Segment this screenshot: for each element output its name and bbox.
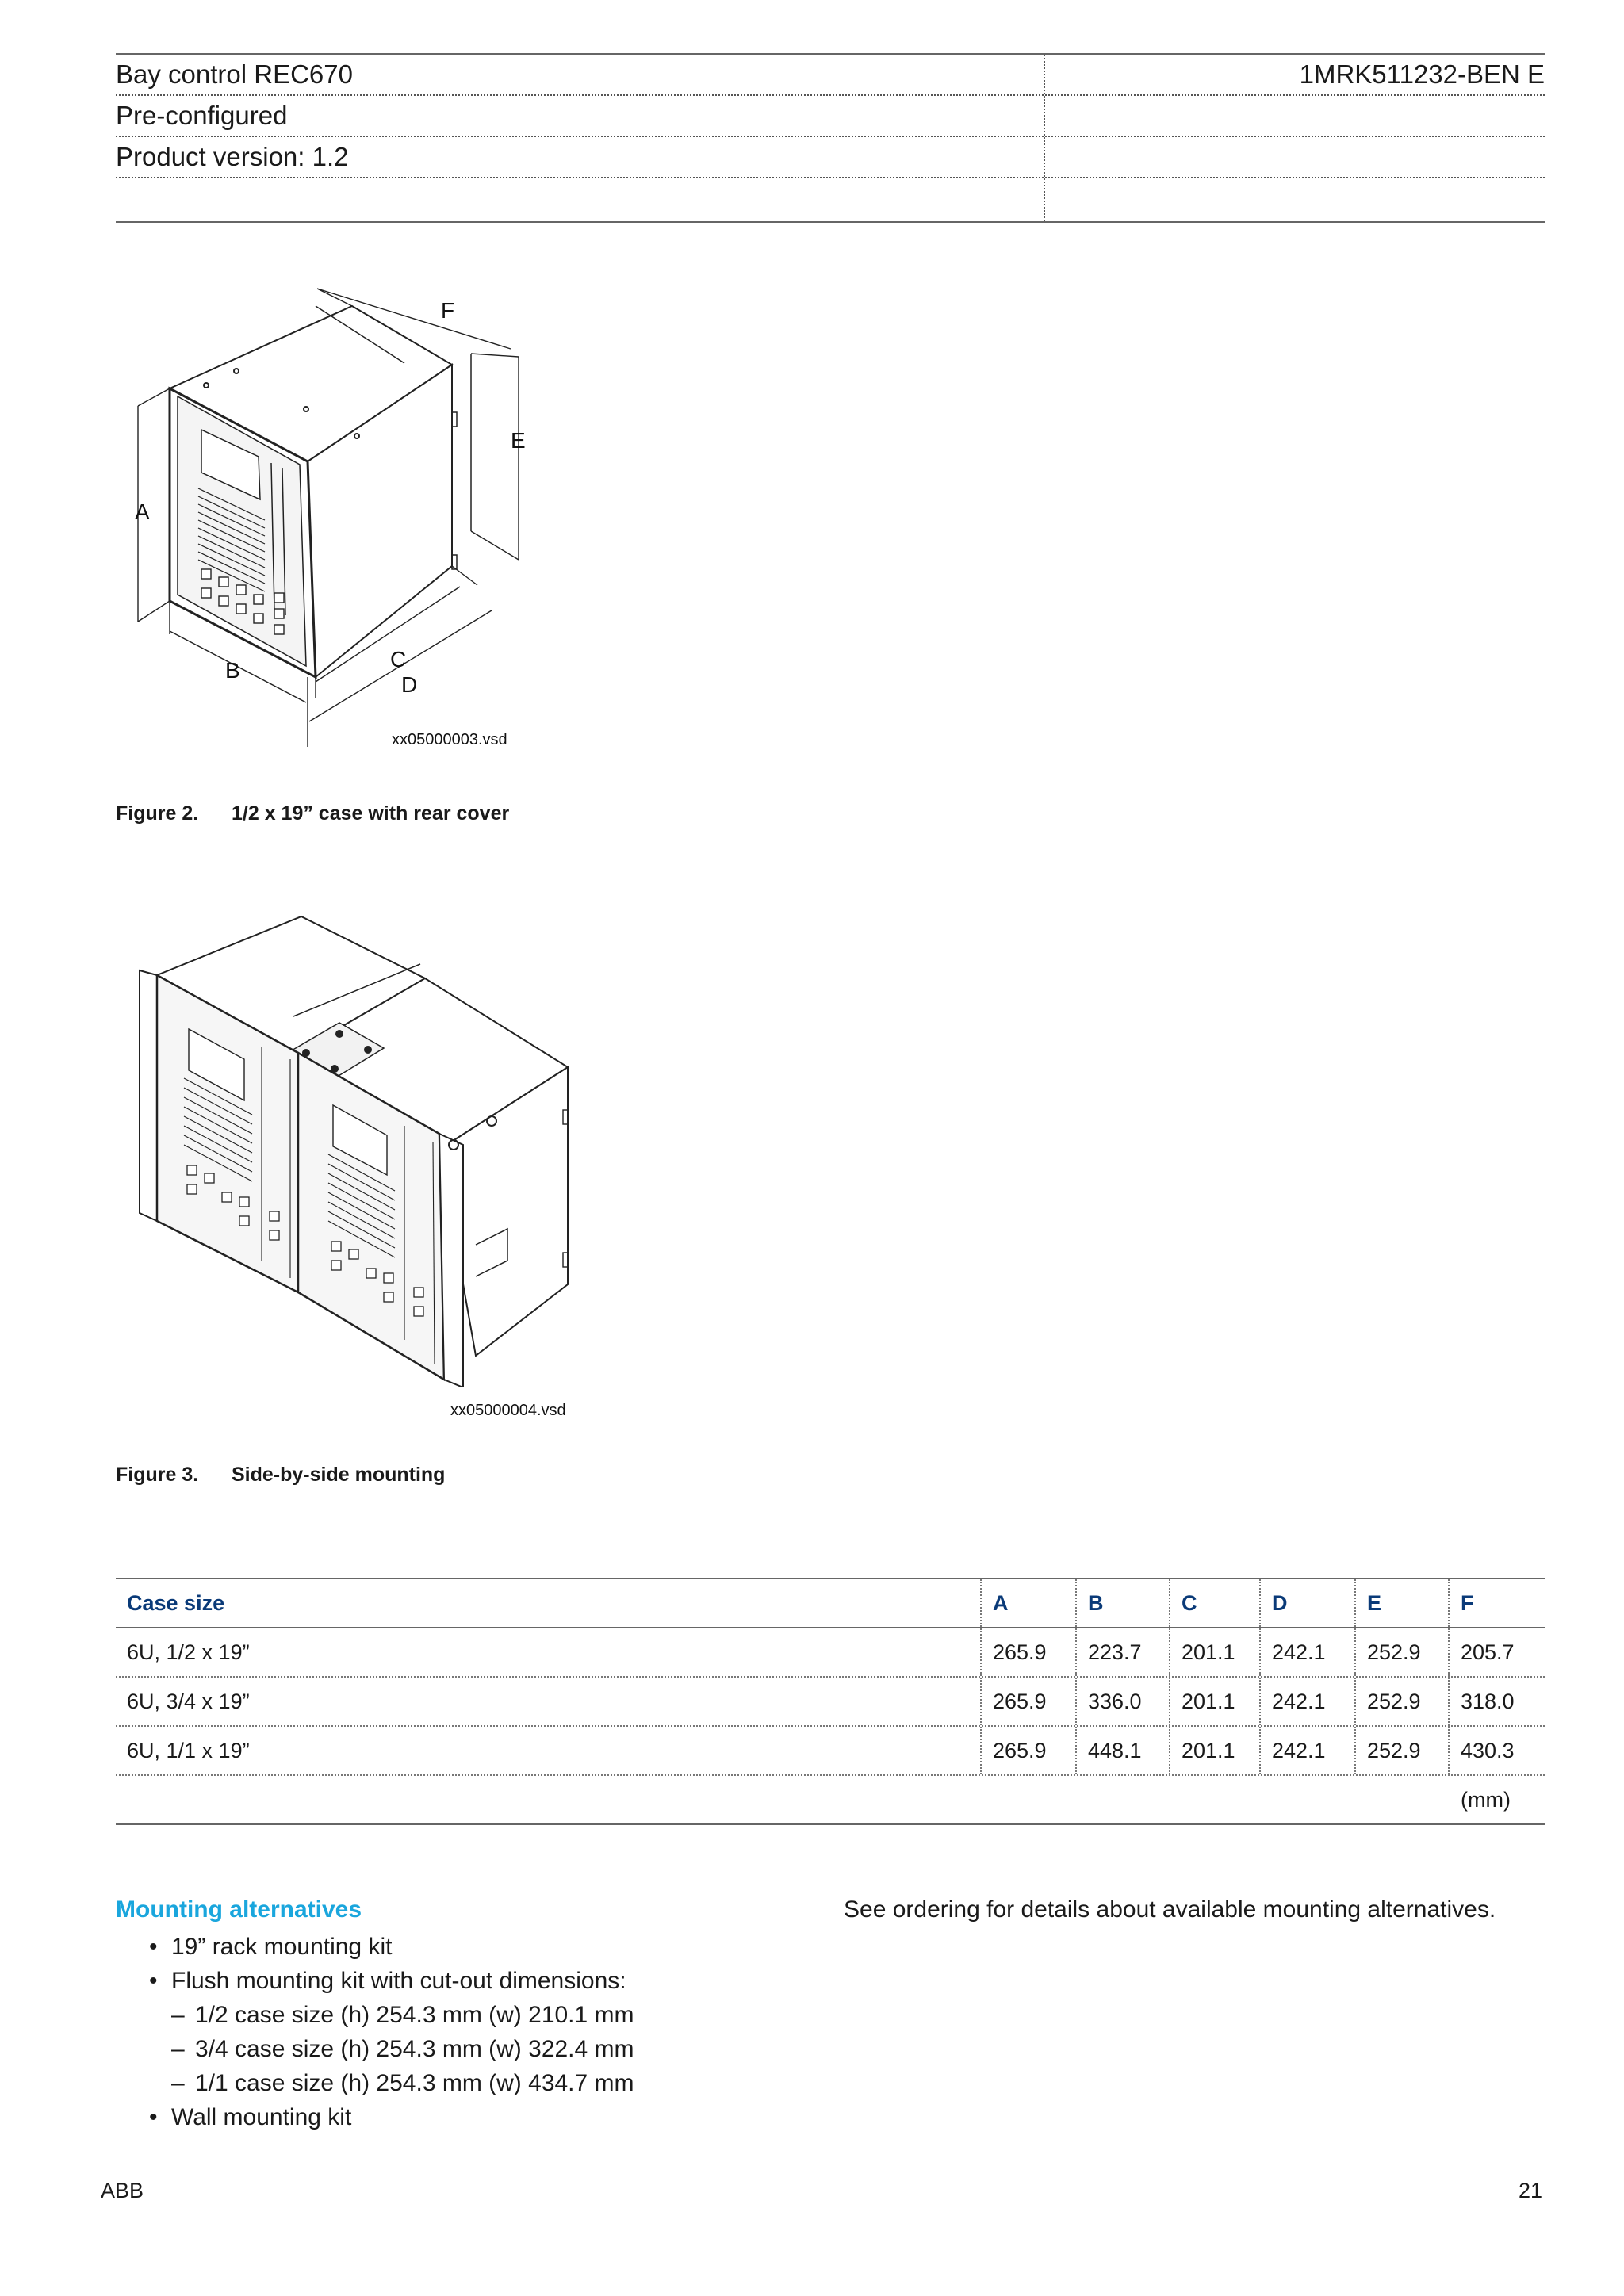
header-row [116,53,1545,94]
page-number: 21 [1518,2179,1542,2202]
figure-3-filename: xx05000004.vsd [450,1402,566,1419]
dimensions-table [116,1578,1545,1825]
figure-3-caption [116,1464,445,1487]
header-row [116,136,1545,177]
header-cell [1045,96,1545,136]
dimension-label-f: F [441,298,455,323]
case-isometric-drawing [119,277,563,753]
side-by-side-drawing [135,912,579,1387]
table-cell: 201.1 [1169,1678,1259,1725]
table-cell: 242.1 [1259,1628,1354,1676]
dash-bullet: – [171,2070,185,2096]
figure-2-drawing [119,277,563,753]
table-cell: 242.1 [1259,1727,1354,1774]
dash-bullet: – [171,2002,185,2028]
list-item [149,1964,634,1998]
dimension-label-b: B [225,658,240,683]
document-id: 1MRK511232-BEN E [1299,59,1545,89]
table-row [116,1725,1545,1774]
column-header: Case size [127,1591,225,1615]
table-cell: 252.9 [1354,1678,1448,1725]
table-cell: 6U, 1/2 x 19” [127,1640,250,1664]
footer-brand: ABB [101,2179,144,2202]
table-cell: 265.9 [980,1727,1075,1774]
list-item-text: 1/2 case size (h) 254.3 mm (w) 210.1 mm [195,2002,634,2028]
table-cell: 6U, 3/4 x 19” [127,1689,250,1713]
figure-number: Figure 3. [116,1464,199,1486]
table-cell: 252.9 [1354,1628,1448,1676]
list-item-text: 19” rack mounting kit [171,1934,393,1960]
list-item [149,2100,634,2134]
table-unit-row [116,1774,1545,1823]
mounting-list [149,1930,634,2134]
bullet: • [149,1934,158,1960]
section-body-text: See ordering for details about available mounting alternatives. [844,1896,1496,1923]
table-cell: 318.0 [1448,1678,1545,1725]
bullet: • [149,2104,158,2130]
dimension-label-e: E [511,428,526,453]
section-heading: Mounting alternatives [116,1896,362,1923]
table-cell: 265.9 [980,1678,1075,1725]
table-cell: 201.1 [1169,1727,1259,1774]
header-row [116,177,1545,223]
bullet: • [149,1968,158,1994]
dimension-label-d: D [401,672,418,697]
list-item [149,2066,634,2100]
figure-3-drawing [135,912,579,1387]
table-cell: 201.1 [1169,1628,1259,1676]
list-item [149,1998,634,2032]
figure-2-caption [116,802,509,825]
table-cell: 223.7 [1075,1628,1169,1676]
list-item-text: Flush mounting kit with cut-out dimensions: [171,1968,626,1994]
figure-2-filename: xx05000003.vsd [392,731,508,748]
column-header: E [1354,1579,1448,1627]
header-cell [1045,178,1545,221]
header-cell [116,178,1045,221]
table-row [116,1628,1545,1676]
table-cell: 430.3 [1448,1727,1545,1774]
list-item [149,1930,634,1964]
list-item [149,2032,634,2066]
table-cell: 205.7 [1448,1628,1545,1676]
figure-number: Figure 2. [116,802,199,825]
dimension-label-c: C [390,647,407,672]
table-cell: 252.9 [1354,1727,1448,1774]
unit-label: (mm) [1461,1788,1511,1812]
column-header: B [1075,1579,1169,1627]
column-header: C [1169,1579,1259,1627]
table-row [116,1676,1545,1725]
table-cell: 6U, 1/1 x 19” [127,1739,250,1762]
header-cell [1045,137,1545,177]
document-header [116,53,1545,223]
figure-caption-text: 1/2 x 19” case with rear cover [232,802,510,825]
table-cell: 265.9 [980,1628,1075,1676]
product-version: Product version: 1.2 [116,137,1045,177]
product-subtitle: Pre-configured [116,96,1045,136]
table-cell: 336.0 [1075,1678,1169,1725]
header-row [116,94,1545,136]
table-header-row [116,1579,1545,1628]
column-header: F [1448,1579,1545,1627]
dimension-label-a: A [135,499,150,524]
list-item-text: 1/1 case size (h) 254.3 mm (w) 434.7 mm [195,2070,634,2096]
dash-bullet: – [171,2036,185,2062]
list-item-text: 3/4 case size (h) 254.3 mm (w) 322.4 mm [195,2036,634,2062]
list-item-text: Wall mounting kit [171,2104,352,2130]
table-cell: 242.1 [1259,1678,1354,1725]
product-title: Bay control REC670 [116,55,1045,94]
figure-caption-text: Side-by-side mounting [232,1464,446,1486]
table-cell: 448.1 [1075,1727,1169,1774]
column-header: D [1259,1579,1354,1627]
column-header: A [980,1579,1075,1627]
